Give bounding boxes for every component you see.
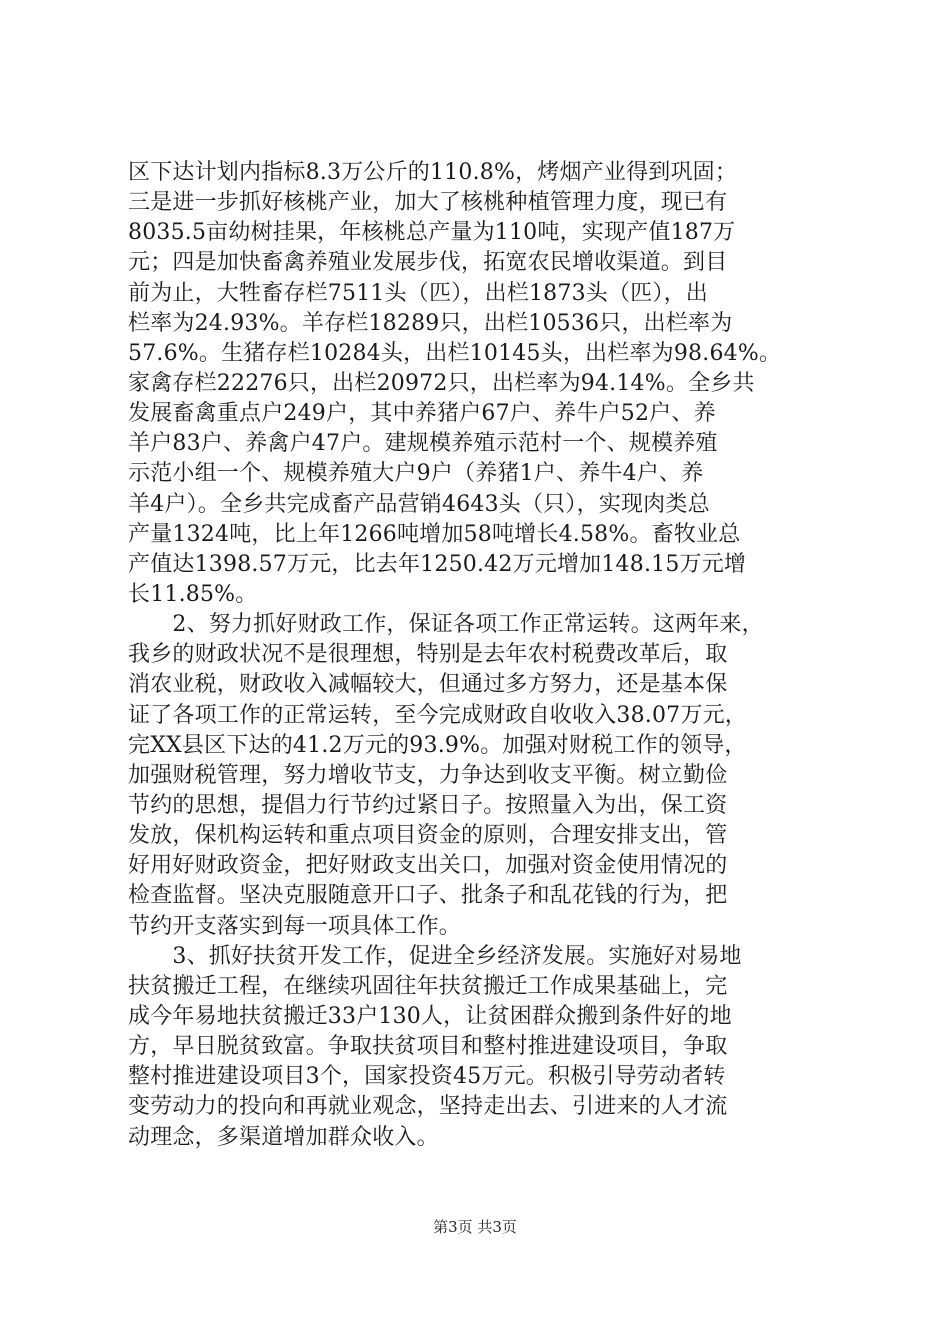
text-line: 发放，保机构运转和重点项目资金的原则，合理安排支出，管 [128,823,728,849]
text-line: 57.6%。生猪存栏10284头，出栏10145头，出栏率为98.64%。 [128,340,782,366]
text-line: 证了各项工作的正常运转，至今完成财政自收收入38.07万元， [128,702,747,728]
text-line: 完XX县区下达的41.2万元的93.9%。加强对财税工作的领导， [128,732,747,758]
text-line: 区下达计划内指标8.3万公斤的110.8%，烤烟产业得到巩固； [128,160,738,185]
text-line: 我乡的财政状况不是很理想，特别是去年农村税费改革后，取 [128,642,728,668]
text-line: 成今年易地扶贫搬迁33户130人，让贫困群众搬到条件好的地 [128,1003,732,1029]
text-line: 前为止，大牲畜存栏7511头（匹），出栏1873头（匹），出 [128,280,708,306]
text-line: 产值达1398.57万元，比去年1250.42万元增加148.15万元增 [128,551,747,577]
text-line: 产量1324吨，比上年1266吨增加58吨增长4.58%。畜牧业总 [128,521,741,547]
text-line: 消农业税，财政收入减幅较大，但通过多方努力，还是基本保 [128,672,728,698]
text-line: 整村推进建设项目3个，国家投资45万元。积极引导劳动者转 [128,1064,726,1090]
text-line: 检查监督。坚决克服随意开口子、批条子和乱花钱的行为，把 [128,883,728,909]
text-line: 扶贫搬迁工程，在继续巩固往年扶贫搬迁工作成果基础上，完 [128,973,728,999]
text-line: 节约开支落实到每一项具体工作。 [128,913,462,939]
page-footer [0,1217,950,1237]
text-line: 示范小组一个、规模养殖大户9户（养猪1户、养牛4户、养 [128,461,704,487]
text-line: 方，早日脱贫致富。争取扶贫项目和整村推进建设项目，争取 [128,1034,728,1060]
document-body [128,158,828,1153]
text-line: 加强财税管理，努力增收节支，力争达到收支平衡。树立勤俭 [128,762,728,788]
text-line: 长11.85%。 [128,581,258,607]
text-line: 变劳动力的投向和再就业观念，坚持走出去、引进来的人才流 [128,1094,728,1120]
text-line: 动理念，多渠道增加群众收入。 [128,1124,439,1150]
page-indicator: 第3页 共3页 [433,1218,517,1236]
text-line: 家禽存栏22276只，出栏20972只，出栏率为94.14%。全乡共 [128,370,755,396]
text-line: 羊户83户、养禽户47户。建规模养殖示范村一个、规模养殖 [128,431,718,457]
text-line: 元；四是加快畜禽养殖业发展步伐，拓宽农民增收渠道。到目 [128,250,728,276]
paragraph-start-line: 2、努力抓好财政工作，保证各项工作正常运转。这两年来， [128,612,764,638]
text-line: 羊4户）。全乡共完成畜产品营销4643头（只），实现肉类总 [128,491,710,517]
text-line: 好用好财政资金，把好财政支出关口，加强对资金使用情况的 [128,853,728,879]
text-line: 三是进一步抓好核桃产业，加大了核桃种植管理力度，现已有 [128,190,728,216]
paragraph-start-line: 3、抓好扶贫开发工作，促进全乡经济发展。实施好对易地 [128,943,742,969]
text-line: 节约的思想，提倡力行节约过紧日子。按照量入为出，保工资 [128,792,728,818]
text-line: 栏率为24.93%。羊存栏18289只，出栏10536只，出栏率为 [128,310,733,336]
text-line: 发展畜禽重点户249户，其中养猪户67户、养牛户52户、养 [128,401,716,427]
text-line: 8035.5亩幼树挂果，年核桃总产量为110吨，实现产值187万 [128,220,736,246]
